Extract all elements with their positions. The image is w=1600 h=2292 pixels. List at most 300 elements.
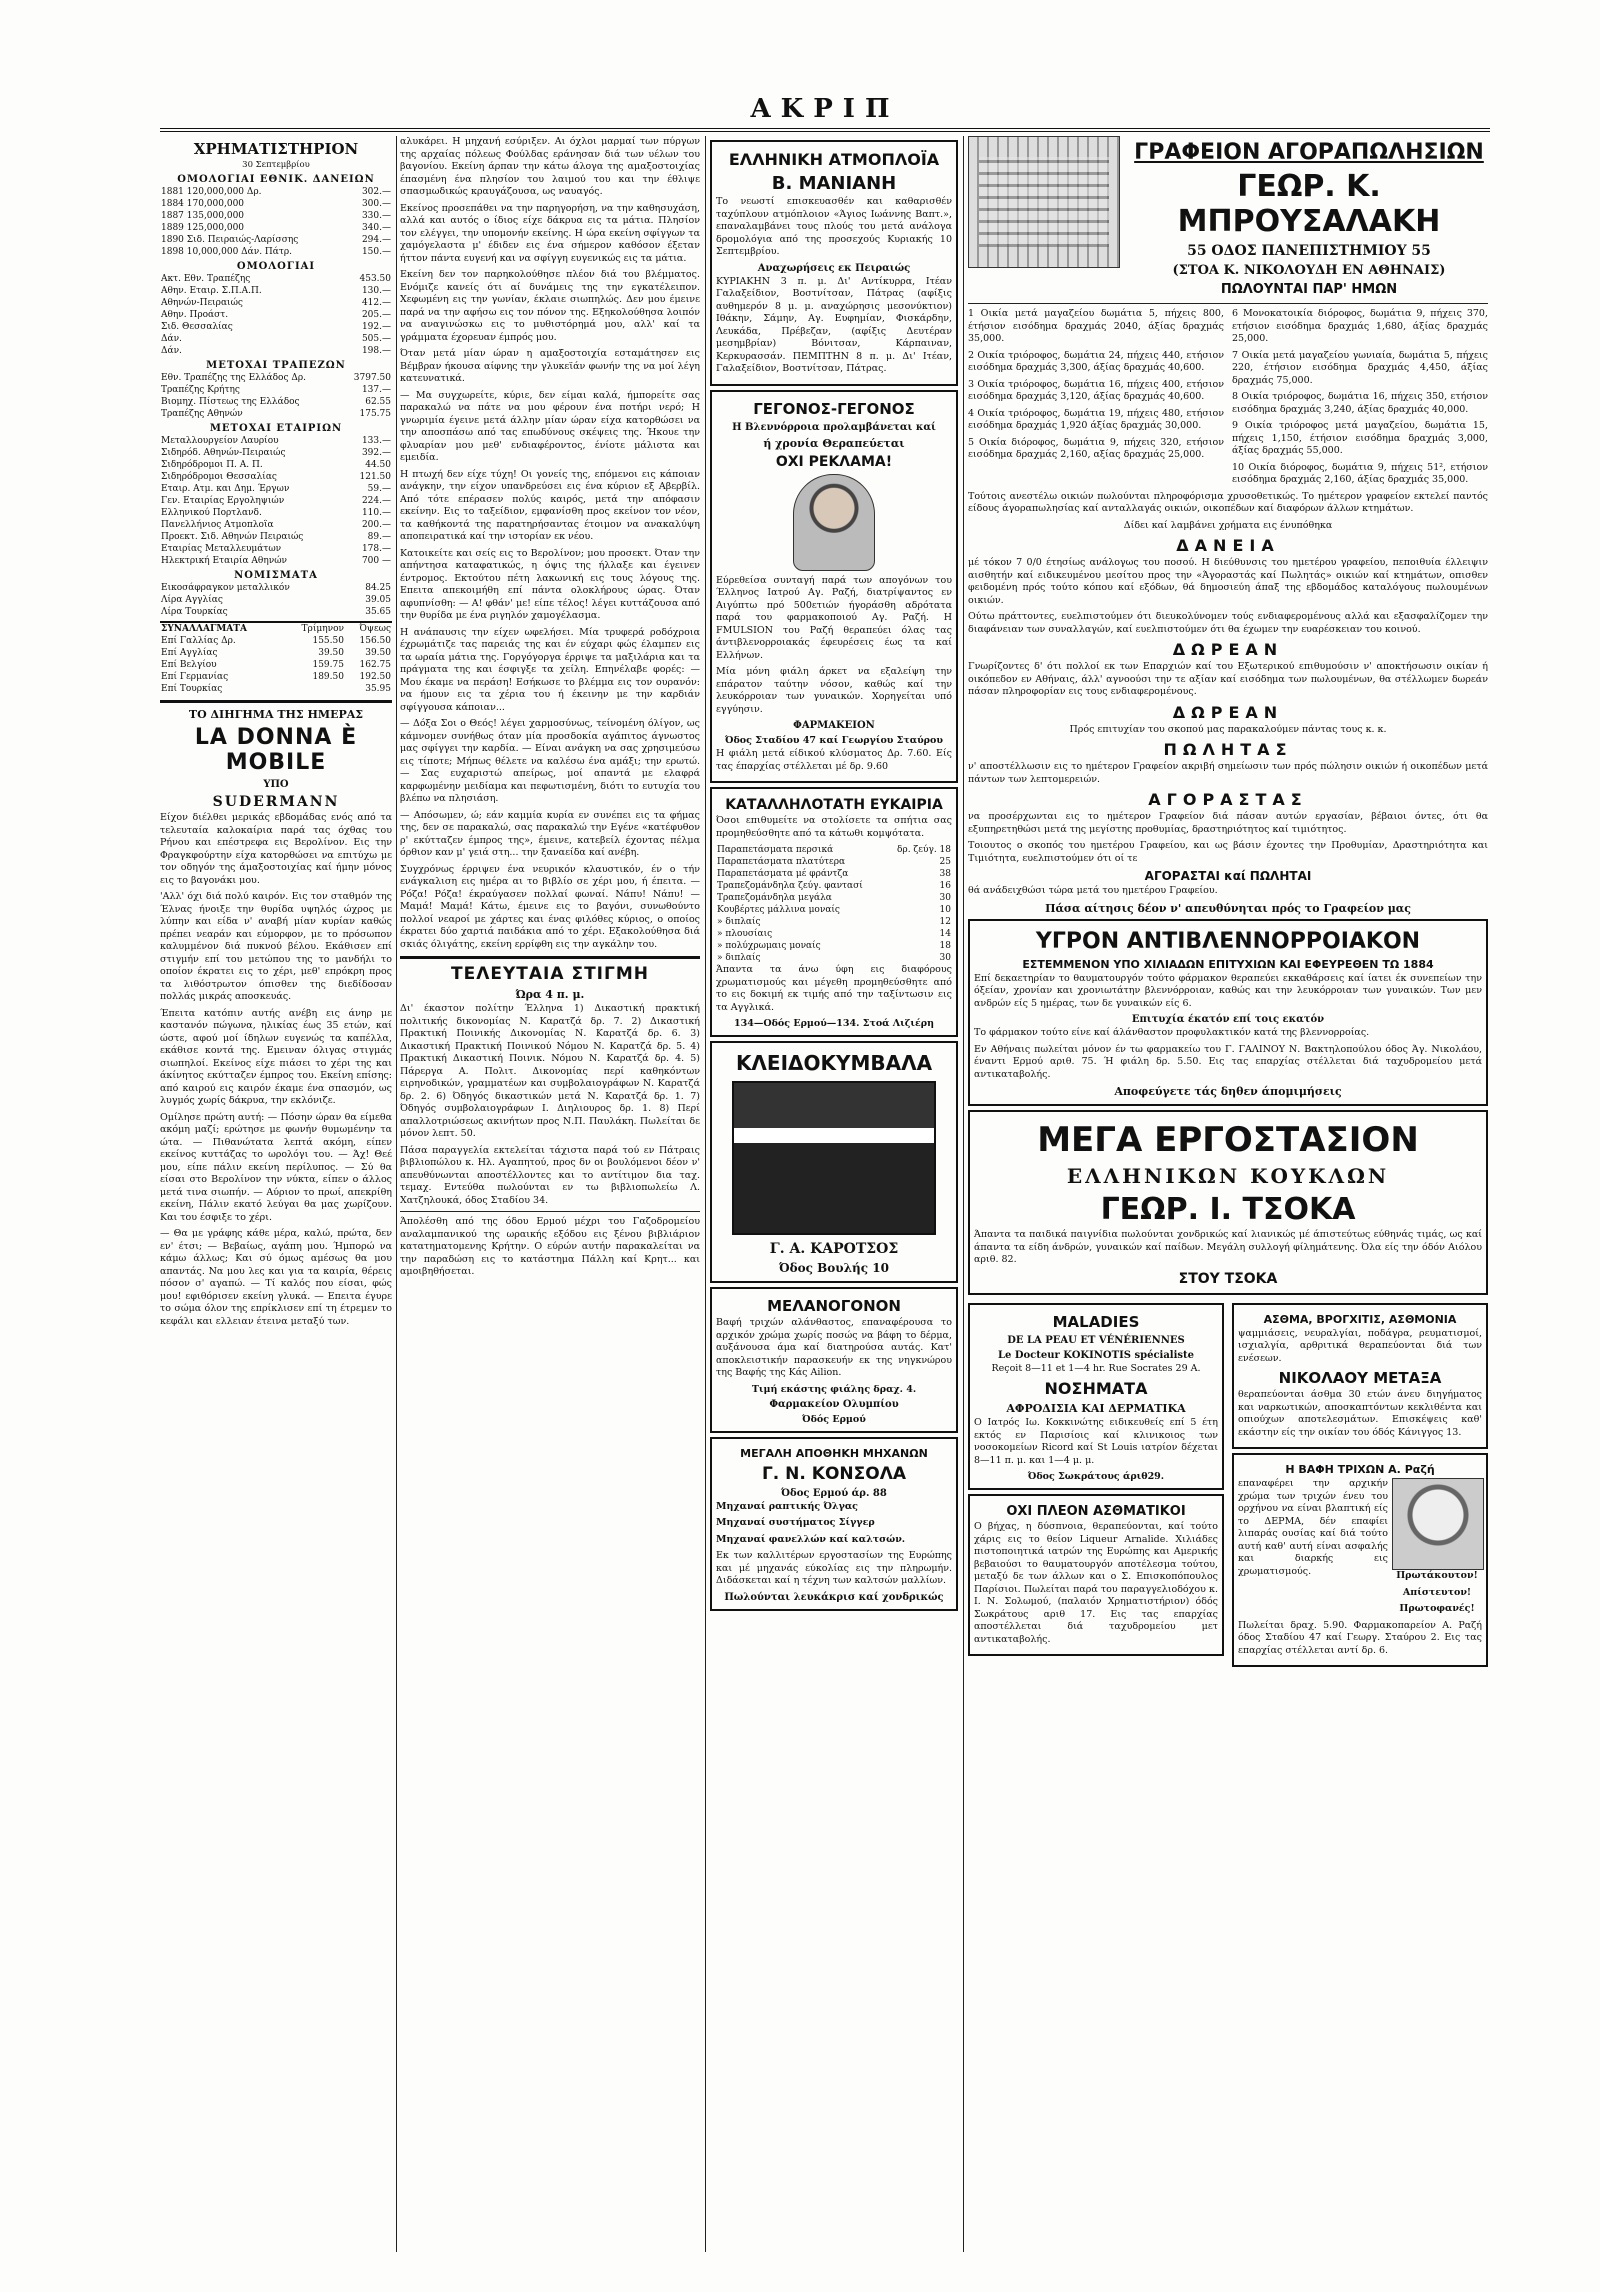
story-section: ΤΟ ΔΙΗΓΗΜΑ ΤΗΣ ΗΜΕΡΑΣ (188, 708, 364, 721)
dolls-name: ΓΕΩΡ. Ι. ΤΣΟΚΑ (1100, 1192, 1356, 1227)
metaxa-name: ΝΙΚΟΛΑΟΥ ΜΕΤΑΞΑ (1278, 1369, 1442, 1387)
table-row (160, 396, 392, 408)
fx-table (160, 621, 392, 695)
table-cell: Επί Βελγίου (161, 660, 217, 670)
table-cell: Σιδ. Θεσσαλίας (161, 322, 233, 332)
table-cell: 178.— (361, 544, 391, 554)
masthead (160, 88, 1490, 132)
table-cell: 30 (939, 893, 951, 903)
story-by: ΥΠΟ (263, 779, 289, 790)
table-cell: Παραπετάσματα πλατύτερα (717, 857, 846, 867)
antiblen-ad (968, 919, 1488, 1107)
table-cell: Κουβέρτες μάλλινα μοναίς (717, 905, 840, 915)
story-paragraph: Όταν μετά μίαν ώραν η αμαξοστοιχία εσταμάτησεν εις Βέμβραν ήκουσα αίφνης την γλυκεϊάν φωνήν της να μοί λέγη κατευνατικά. (400, 348, 700, 384)
table-cell: Παραπετάσματα μέ φράντζα (717, 869, 849, 879)
table-row (160, 543, 392, 555)
table-cell: Τραπεζομάνδηλα ζεύγ. φαντασί (717, 881, 863, 891)
story-paragraph: — Απόσωμεν, ώ; εάν καμμία κυρία εν συνέπει εις τα φήμας της, δεν σε παρακαλώ, σας παρακαλώ την Εγένε «κατέφυθον ρ' εκύτταζεν έμπρος της», έμεινε, κατεβείλ έχοντας πέλμα όρθιον καν μ' γειά στη... την ξαναείδα καί ανέβη. (400, 809, 700, 858)
razis-dye-title: Η ΒΑΦΗ ΤΡΙΧΩΝ Α. Ραζή (1285, 1463, 1435, 1476)
metaxa-text: ψαμμιάσεις, νευραλγίαι, ποδάγρα, ρευματισμοί, ισχιαλγία, αρθριτικά θεραπεύονται διά των ενέσεων. (1238, 1327, 1482, 1364)
listing-item: 4 Οικία τριόροφος, δωμάτια 19, πήχεις 480, ετήσιον εισόδημα δραχμάς 1,920 άξίας δραχμάς 30,000. (968, 407, 1224, 431)
portrait-image (793, 474, 875, 571)
table-cell: 12 (939, 917, 951, 927)
razis-dye-text: επαναφέρει την αρχικήν χρώμα των τριχών ένευ του ορχήνου να είναι βλαπτική είς το ΔΕΡΜΑ, δέν επαφίει λιπαράς ουσίας καί διά τούτο αυτή καθ' αυτή είναι ασφαλής και διαρκής εις χρωματισμούς. (1238, 1478, 1388, 1577)
both-heading: ΑΓΟΡΑΣΤΑΙ καί ΠΩΛΗΤΑΙ (1144, 869, 1312, 883)
table-cell: 175.75 (359, 409, 391, 419)
coshares-title: ΜΕΤΟΧΑΙ ΕΤΑΙΡΙΩΝ (209, 423, 343, 434)
free-heading: ΔΩΡΕΑΝ (1172, 640, 1284, 659)
listing-item: 7 Οικία μετά μαγαζείου γωνιαία, δωμάτια 5, πήχεις 220, έτήσιον εισόδημα δραχμάς 4,450, άξίας δραχμάς 75,000. (1232, 349, 1488, 386)
piano-title: ΚΛΕΙΔΟΚΥΜΒΑΛΑ (735, 1051, 933, 1075)
hairdye-address: Όδός Ερμού (802, 1413, 866, 1425)
table-cell: 38 (939, 869, 951, 879)
fx-head: ΣΥΝΑΛΛΑΓΜΑΤΑ (161, 624, 247, 634)
table-row (160, 234, 392, 246)
table-row (160, 683, 392, 695)
table-cell: Δάν. (161, 334, 182, 344)
story-paragraph: Η ανάπαυσις την είχεν ωφελήσει. Μία τρυφερά ροδόχροια έχρωμάτιζε τας παρειάς της και έν εύχαρι φώς έλαμπεν εις τα ωραία μάτια της. Γοργόγοργα έρριψε τα μαξιλάρια και τα πράγματα της και έσφιγξε τα χείλη. Επηνέλαβε φορές: — Μου έκαμε να περάση! Εσήκωσε το βλέμμα εις τον ουρανόν: να ήμουν εις τα χέρια του ή έκεινην με την καρδιάν σφίγγουσα κάποιαν... (400, 626, 700, 713)
table-row (160, 507, 392, 519)
table-row (160, 459, 392, 471)
bankshares-title: ΜΕΤΟΧΑΙ ΤΡΑΠΕΖΩΝ (206, 360, 346, 371)
piano-ad (710, 1041, 958, 1283)
story-paragraph: Είχον διέλθει μερικάς εβδομάδας ενός από τα τελευταία καλοκαίρια παρά τας όχθας του Ρήνου και επέστρεφα εις Βερολίνον. Εις την Φραγκφούρτην είχα κατορθώσει να επιτύχω με τον οδηγόν της άμαξοστοιχίας καί ήμην μόνος εις το βαγονάκι μου. (160, 812, 392, 886)
table-cell: Σιδηρόδ. Αθηνών-Πειραιώς (161, 448, 286, 458)
story-paragraph: 'Αλλ' όχι διά πολύ καιρόν. Εις τον σταθμόν της Έλνας ήνοιξε την θυρίδα υψηλός ώχρος με λύπην και είδα ν' αναβή μίαν κυρίαν καθώς πρέπει νεαράν και εύμορφον, με το πρόσωπον καλυμμένον διά πυκνού βέλου. Εκάθισεν επί στιγμήν επί του μετώπου της το μανδήλι το οποίον έκρατει εις το χέρι, μεθ' επρόκρη προς τα λιθόστρωτον όπισθεν της διεδίδοσαν πολλάς μικράς αποσκευάς. (160, 891, 392, 1002)
table-cell: 155.50 (312, 636, 344, 646)
table-row (160, 495, 392, 507)
table-cell: 84.25 (365, 583, 391, 593)
table-cell: Σιδηρόδρομοι Θεσσαλίας (161, 472, 277, 482)
nosimata-address: Όδος Σωκράτους άριθ29. (1027, 1471, 1165, 1482)
table-cell: Τραπεζομάνδηλα μεγάλα (717, 893, 832, 903)
story-paragraph: Εκείνος προσεπάθει να την παρηγορήση, να την καθησυχάση, αλλά και αυτός ο ίδιος είχε δάκρυα εις τα μάτια. Πλησίον τον ελέγγει, την υπομονήν εκείνης. Η ώρα εκείνη σφίγγων τα χαμόγελαστα μ' έδιδεν εις ένα σήμερον καθόσον έξεταν ήττον πάντα ευγενή και να σφίγγη ευγενικώς εις τα μάτια. (400, 202, 700, 264)
metaxa-ad (1232, 1303, 1488, 1450)
piano-address: Όδος Βουλής 10 (779, 1261, 889, 1275)
realestate-address2: (ΣΤΟΑ Κ. ΝΙΚΟΛΟΥΔΗ ΕΝ ΑΘΗΝΑΙΣ) (1172, 263, 1446, 278)
table-cell: 162.75 (359, 660, 391, 670)
razis-dye-tag: Πρωτοφανές! (1399, 1603, 1475, 1614)
table-row (160, 647, 392, 659)
table-row (160, 555, 392, 567)
machines-text: Εκ των καλλιτέρων εργοστασίων της Ευρώπης και μέ μηχανάς εύκολίας εις την πληρωμήν. Διδάσκεται καί η τέχνη των καλτσών μαλλίων. (716, 1550, 952, 1586)
machines-line: Μηχαναί συστήματος Σίγγερ (716, 1517, 875, 1528)
column-divider (963, 136, 964, 2252)
table-cell: 1890 Σιδ. Πειραιώς-Λαρίσσης (161, 235, 299, 245)
table-cell: Προεκτ. Σιδ. Αθηνών Πειραιώς (161, 532, 304, 542)
hairdye-title: ΜΕΛΑΝΟΓΟΝΟΝ (767, 1297, 901, 1315)
antiblen-sub2: Επιτυχία έκατόν επί τοις εκατόν (1131, 1014, 1325, 1025)
steamship-title: ΕΛΛΗΝΙΚΗ ΑΤΜΟΠΛΟΪΑ (728, 150, 940, 169)
listing-item: 3 Οικία τριόροφος, δωμάτια 16, πήχεις 400, ετήσιον εισόδημα δραχμάς 3,120, άξίας δραχμάς 40,600. (968, 378, 1224, 402)
curtains-ad (710, 787, 958, 1037)
table-row (716, 868, 952, 880)
realestate-address: 55 ΟΔΟΣ ΠΑΝΕΠΙΣΤΗΜΙΟΥ 55 (1187, 243, 1431, 259)
table-cell: 198.— (361, 346, 391, 356)
table-row (160, 333, 392, 345)
nosimata-text: Ο Ιατρός Ιω. Κοκκινώτης ειδικευθείς επί 5 έτη εκτός εν Παρισίοις καί κλινικοιος των νοσοκομείων Ricord καί St Louis ιατρίον δέχεται 8—11 π. μ. και 1—4 μ. μ. (974, 1417, 1218, 1466)
table-cell: 35.95 (365, 684, 391, 694)
table-cell: 505.— (361, 334, 391, 344)
table-cell: Ελληνικού Πορτλανδ. (161, 508, 262, 518)
table-row (160, 519, 392, 531)
table-cell: Εταιρ. Ατμ. και Δημ. Έργων (161, 484, 290, 494)
razis-dye-tag: Πρωτάκουτον! (1396, 1570, 1478, 1581)
steamship-ad (710, 140, 958, 386)
table-cell: » πολύχρωμαις μοναίς (717, 941, 821, 951)
table-cell: Τραπέζης Κρήτης (161, 385, 240, 395)
table-cell: 130.— (361, 286, 391, 296)
dolls-title: ΜΕΓΑ ΕΡΓΟΣΤΑΣΙΟΝ (1037, 1120, 1419, 1160)
both-text: θά ανάδειχθώσι τώρα μετά του ημετέρου Γραφείου. (968, 885, 1218, 896)
table-cell: Παραπετάσματα περσικά (717, 845, 834, 855)
table-cell: 10 (939, 905, 951, 915)
realestate-title: ΓΡΑΦΕΙΟΝ ΑΓΟΡΑΠΩΛΗΣΙΩΝ (1134, 140, 1484, 165)
machines-ad (710, 1437, 958, 1611)
story-paragraph: — Δόξα Σοι ο Θεός! λέγει χαρμοσύνως, τείνομένη όλίγον, ως κάμνομεν συνήθως όταν μία προσδοκία αγάπιτος άγνωστος μας σφίγγει την καρδία. — Είναι ανάγκη να σας χρησιμεύσω εις τίποτε; Μήπως θέλετε να καλέσω ένα αμάξι; την ερωτώ. — Σας ευχαριστώ απείρως, μοί απαντά με ελαφρά καρφωμένην μειδίαμα και πεφωτισμένη, διότι το ευτυχία του βλέπω να πλησιάση. (400, 718, 700, 804)
curtains-address: 134—Οδός Ερμού—134. Στοά Λιζιέρη (733, 1018, 934, 1029)
hairdye-text: Βαφή τριχών αλάνθαστος, επαναφέρουσα το αρχικόν χρώμα χωρίς ποσώς να βάφη το δέρμα, αυξάνουσα άμα καί διατηρούσα αυτάς. Κατ' αποκλειστικήν παρασκευήν εκ της νηγκνώρου της Βαφής της Κάς Ailion. (716, 1317, 952, 1378)
listings (968, 308, 1488, 491)
machines-foot: Πωλούνται λευκάκρισ καί χονδρικώς (724, 1591, 944, 1603)
table-cell: Τραπέζης Αθηνών (161, 409, 243, 419)
listing-item: 10 Οικία διόροφος, δωμάτια 9, πήχεις 51², ετήσιον εισόδημα δραχμάς 2,160, άξίας δραχμάς 35,000. (1232, 461, 1488, 485)
table-cell: 39.50 (318, 648, 344, 658)
table-cell: Επί Τουρκίας (161, 684, 223, 694)
coins-title: ΝΟΜΙΣΜΑΤΑ (234, 570, 318, 581)
both-foot: Πάσα αίτησις δέον ν' απευθύνηται πρός το Γραφείον μας (1045, 901, 1411, 915)
table-cell: Επί Γερμανίας (161, 672, 229, 682)
column-ads (710, 136, 958, 2252)
last-moment-time: Ώρα 4 π. μ. (515, 988, 585, 1001)
last-moment-title: ΤΕΛΕΥΤΑΙΑ ΣΤΙΓΜΗ (451, 964, 649, 984)
table-row (160, 210, 392, 222)
table-cell: 159.75 (312, 660, 344, 670)
table-cell: 340.— (361, 223, 391, 233)
table-cell: 300.— (361, 199, 391, 209)
table-row (160, 222, 392, 234)
table-cell: 412.— (361, 298, 391, 308)
table-cell: Αθηνών-Πειραιώς (161, 298, 243, 308)
table-row (160, 606, 392, 618)
machines-name: Γ. Ν. ΚΟΝΣΟΛΑ (761, 1463, 907, 1484)
table-cell: Ηλεκτρική Εταιρία Αθηνών (161, 556, 288, 566)
listing-item: 6 Μονοκατοικία διόροφος, δωμάτια 9, πήχεις 370, ετήσιον εισόδημα δραχμάς 1,680, άξίας δραχμάς 25,000. (1232, 308, 1488, 344)
story-paragraph: Ομίλησε πρώτη αυτή: — Πόσην ώραν θα είμεθα ακόμη μαζί; ερώτησε με φωνήν θυμωμένην τα ώτα. — Πιθανώτατα λεπτά ακόμη, είπεν εκείνος κυττάζας το ωρολόγι του. — Άχ! Θεέ μου, είπε πάλιν εκείνη περίλυπος. — Σύ θα είσαι στο Βερολίνον την νύκτα, είπεν ο άλλος μετά τινα σιωπήν. — Αύριον το πρωί, απεκρίθη εκείνη, Πάλιν εκατό λεύγαι θα μας χωρίζουν. Και του έσφιξε το χέρι. (160, 1111, 392, 1223)
table-row (160, 471, 392, 483)
table-cell (283, 683, 345, 695)
table-row (160, 297, 392, 309)
listings-left (968, 308, 1224, 491)
bottom-ads (968, 1299, 1488, 1672)
antiblen-title: ΥΓΡΟΝ ΑΝΤΙΒΛΕΝΝΟΡΡΟΙΑΚΟΝ (1035, 928, 1421, 954)
remedy-ad (710, 390, 958, 784)
story-paragraph: Συγχρόνως έρριψεν ένα νευρικόν κλαυστικόν, έν ο τήν ενάγκαλιση εις ημέρα αι το βιβλίο σε χέρι μου, ή έπειτα. — Ρόζα! Ρόζα! έκραύγασεν πολλαί φωναί. Νάπυ! Νάπυ! — Μαμά! Μαμά! Κάτω, έμεινε εις το βαγόνι, συνωθούντο πολλοί νεαροί με χάρτες και ένας φιλόθες κύριος, ο οποίος έκρατει δύο χαρτιά παιδάκια από το χέρι. Εξακολούθησα διά σκιάς όλιγάτης, εκείνη ερρίφθη εις την αγκάλην του. (400, 863, 700, 950)
table-cell: 1889 125,000,000 (161, 223, 245, 233)
curtains-text: Άπαντα τα άνω ύφη εις διαφόρους χρωματισμούς και μέγεθη προμηθεύσθητε από το εις δοκιμή εκ τιμής από την ταξίντωσιν εις τα Αγγλικά. (716, 964, 952, 1013)
column-divider (705, 136, 706, 2252)
remedy-address: Όδος Σταδίου 47 καί Γεωργίου Σταύρου (725, 735, 943, 746)
hairdye-price: Τιμή εκάστης φιάλης δραχ. 4. (751, 1383, 917, 1395)
books-ad-text: Πάσα παραγγελία εκτελείται τάχιστα παρά τού εν Πάτραις βιβλιοπώλου κ. Ηλ. Αγαπητού, προς δν οι βουλόμενοι δέον ν' απευθύνωνται αποστέλλοντες και το αντίτιμον δια ταχ. τεμαχ. Εντεύθα πωλούνται εν τω βιβλιοπωλείω Λ. Χατζηλουκά, όδος Σταδίου 34. (400, 1144, 700, 1206)
remedy-text: Εύρεθείσα συνταγή παρά των απογόνων του Έλληνος Ιατρού Αγ. Ραζή, διατρίψαντος εν Αιγύπτω πρό 500ετιών ήγοράσθη αδρότατα παρά του φαρμακοποιού Αγ. Ραζή. Η FMULSION του Ραζή θεραπεύει όλας τας άντιβλενορροιακάς έφευρέσεις έως τα καί Ελλήνων. (716, 574, 952, 661)
column-classifieds (968, 136, 1488, 2252)
table-cell: 121.50 (359, 472, 391, 482)
column-divider (396, 136, 397, 2252)
free-heading: ΔΩΡΕΑΝ (1172, 702, 1284, 722)
realestate-name: ΓΕΩΡ. Κ. ΜΠΡΟΥΣΑΛΑΚΗ (1177, 169, 1441, 239)
fan-image (1392, 1478, 1484, 1570)
table-cell: δρ. ζεύγ. 18 (897, 845, 951, 855)
table-cell: 14 (939, 929, 951, 939)
table-cell: Ακτ. Εθν. Τραπέζης (161, 274, 251, 284)
table-cell: 192.50 (359, 672, 391, 682)
table-row (160, 198, 392, 210)
table-cell: 453.50 (359, 274, 391, 284)
table-cell: Γεν. Εταιρίας Εργοληψιών (161, 496, 285, 506)
sellers-text: ν' αποστέλλωσιν εις το ημέτερον Γραφείον ακριβή σημείωσιν των πρός πώλησιν οικιών ή οικοπέδων μετά πάντων των λεπτομερειών. (968, 761, 1488, 785)
table-cell: 133.— (361, 436, 391, 446)
curtains-title: ΚΑΤΑΛΛΗΛΟΤΑΤΗ ΕΥΚΑΙΡΙΑ (725, 797, 943, 813)
listing-item: 8 Οικία τριόροφος, δωμάτια 16, πήχεις 350, ετήσιον εισόδημα δραχμάς 3,240, άξίας δραχμάς 40,000. (1232, 391, 1488, 415)
machines-line: Μηχαναί ραπτικής Όλγας (716, 1500, 858, 1512)
story-paragraph: — Θα με γράφης κάθε μέρα, καλώ, πρώτα, δεν εν' έτσι; — Βεβαίως, αγάπη μου. Ήμπορώ να κάμω άλλως; Και σύ όμως αμέσως θα μου απαντάς. Να μου λες και για τα καιρία, θέρεις πόσον σ' αγαπώ. — Τί καλός που είσαι, φώς μου! εφιθόρισεν εκείνη γλυκά. — Επειτα έγυρε το σώμα όλον της επρίκλισεν επί τη έτρεμεν το κεφάλι και ελλειαν έτεινα μεταξύ των. (160, 1228, 392, 1327)
table-row (160, 246, 392, 258)
table-cell: Επί Γαλλίας Δρ. (161, 636, 236, 646)
metaxa-text: θεραπεύονται άσθμα 30 ετών άνευ διηγήματος και ναρκωτικών, αποσκαπτόντων κεκλιθέντα και οπιούχων αποτελεσμάτων. Επισκέψεις καθ' εκάστην είς την οικίαν του όδός Κάνιγγος 13. (1238, 1389, 1482, 1438)
table-cell: » πλουσίαις (717, 929, 773, 939)
table-row (160, 273, 392, 285)
table-row (160, 671, 392, 683)
table-row (716, 952, 952, 964)
table-cell: Εθν. Τραπέζης της Ελλάδος Δρ. (161, 373, 307, 383)
bonds-table (160, 273, 392, 357)
table-cell: 392.— (361, 448, 391, 458)
table-cell: Βιομηχ. Πίστεως της Ελλάδος (161, 397, 300, 407)
table-row (160, 594, 392, 606)
hairdye-ad (710, 1287, 958, 1433)
table-cell: 189.50 (312, 672, 344, 682)
story-paragraph: Εκείνη δεν τον παρηκολούθησε πλέον διά του βλέμματος. Ενόμιζε κανείς ότι αί δυνάμεις της την εγκατέλειπον. Χεφωμένη εις την γωνίαν, έκλαιε σιωπηλώς. Δεν μου έμεινε παρά να την αφήσω εις τον πόνον της. Εξηκολούθησα λοιπόν να αναγινώσκω εις το μυθιστόρημά μου, αλλ' καί τα γράμματα έχορευαν έμπρός μου. (400, 269, 700, 343)
piano-name: Γ. Α. ΚΑΡΟΤΣΟΣ (769, 1241, 899, 1257)
maladies-doc: Le Docteur KOKINOTIS spécialiste (997, 1349, 1195, 1361)
table-cell: 1884 170,000,000 (161, 199, 245, 209)
sellers-heading: ΠΩΛΗΤΑΣ (1163, 740, 1293, 759)
razis-dye-ad (1232, 1453, 1488, 1667)
maladies-title: MALADIES (1052, 1312, 1140, 1331)
table-row (160, 582, 392, 594)
hairdye-pharmacy: Φαρμακείον Ολυμπίου (769, 1398, 899, 1410)
column-exchange (160, 136, 392, 2252)
table-cell: Επί Αγγλίας (161, 648, 218, 658)
table-row (160, 659, 392, 671)
razis-dye-price: Πωλείται δραχ. 5.90. Φαρμακοπαρείον Α. Ραζή όδος Σταδίου 47 καί Γεωργ. Σταύρου 2. Εις τας επαρχίας στέλλεται αντί δρ. 6. (1238, 1619, 1482, 1656)
table-row (160, 531, 392, 543)
table-cell: 3797.50 (353, 373, 391, 383)
listing-item: 5 Οικία διόροφος, δωμάτια 9, πήχεις 320, ετήσιον εισόδημα δραχμάς 2,160, αξίας δραχμάς 25,000. (968, 436, 1224, 460)
table-cell: Σιδηρόδρομοι Π. Α. Π. (161, 460, 263, 470)
table-cell: Λίρα Αγγλίας (161, 595, 223, 605)
maladies-ad (968, 1303, 1224, 1491)
free-text: Γνωρίζοντες δ' ότι πολλοί εκ των Επαρχιών καί του Εξωτερικού επιθυμούσιν ν' αποκτήσωσιν οικίαν ή οικόπεδον εν Αθήναις, άλλ' αγνοούσι την τε αξίαν καί εισόδημα των πωλουμένων, θα στέλλωμεν δωρεάν πάσαν πληροφορίαν εις τους ενδιαφερομένους. (968, 661, 1488, 697)
table-cell: 39.05 (365, 595, 391, 605)
table-row (160, 384, 392, 396)
table-cell: Μεταλλουργείον Λαυρίου (161, 436, 279, 446)
table-cell: 110.— (361, 508, 391, 518)
asthma-title: ΟΧΙ ΠΛΕΟΝ ΑΣΘΜΑΤΙΚΟΙ (1006, 1504, 1186, 1519)
story-paragraph: — Μα συγχωρείτε, κύριε, δεν είμαι καλά, ήμπορείτε σας παρακαλώ να πάτε να μου φέρουν ένα ποτήρι νερό; Η γνωριμία έγεινε μετά άλλην μίαν ώραν είχα κατορθώσει να την αποσπάσω από τας επωδύνους σκέψεις της. Ήκουε την φλυαρίαν μου μεθ' ενδιαφέροντος, ένίοτε μάλιστα και εμειδία. (400, 389, 700, 463)
remedy-line: ή χρονία Θεραπεύεται (763, 436, 905, 450)
asthma-ad (968, 1494, 1224, 1656)
asthma-text: Ο βήχας, η δύσπνοια, θεραπεύονται, καί τούτο χάρις εις το θείον Liqueur Arnalide. Χιλιάδες πιστοποιητικά ιατρών της Ευρώπης και Αμερικής βεβαιούσι το θαυματουργόν αποτέλεσμα τούτου, μεταξύ δε των άλλων και ο Σ. Επισκοπόπουλος Παρίσιοι. Πωλείται παρά του παραγγελιοδόχου κ. Ι. Ν. Σολωμού, (παλαιόν Χρηματιστήριον) όδός Σωκράτους αριθ 17. Εις τας επαρχίας αποστέλλεται διά ταχυδρομείου μετ αντικαταβολής. (974, 1521, 1218, 1645)
loans-table (160, 186, 392, 258)
curtains-table (716, 844, 952, 964)
bonds-title: ΟΜΟΛΟΓΙΑΙ (236, 261, 316, 272)
loans-heading: ΔΑΝΕΙΑ (1176, 536, 1280, 555)
building-image (968, 136, 1120, 268)
table-cell: 25 (939, 857, 951, 867)
story-paragraph: Έπειτα κατόπιν αυτής ανέβη εις άνηρ με καστανόν πώγωνα, ηλικίας έως 35 ετών, καί ώστε, αφού μοί ίδηλων ευγενώς τα καπέλλα, εκάθισε κοντά της. Εμειναν όλιγας στιγμάς σιωπηλοί. Εκείνος είχε πιάσει το χέρι της και άκίνητος εκύτταζεν έμπρος του. Εκείνη επίσης: από καιρού εις καιρόν έκαμε ένα σπασμόν, ως λυγμός χωρίς δάκρυα, την εκλόνιζε. (160, 1007, 392, 1106)
remedy-pharmacy: ΦΑΡΜΑΚΕΙΟΝ (793, 720, 875, 731)
column-story-cont (400, 136, 700, 2252)
coins-table (160, 582, 392, 618)
realestate-header (968, 136, 1488, 299)
table-row (716, 880, 952, 892)
story-author: SUDERMANN (212, 794, 340, 810)
table-cell: 89.— (367, 532, 391, 542)
table-row (160, 447, 392, 459)
table-cell: Αθην. Προάστ. (161, 310, 229, 320)
antiblen-foot: Αποφεύγετε τάς δηθεν άπομιμήσεις (1114, 1085, 1342, 1098)
antiblen-sub: ΕΣΤΕΜΜΕΝΟΝ ΥΠΟ ΧΙΛΙΑΔΩΝ ΕΠΙΤΥΧΙΩΝ ΚΑΙ ΕΦΕΥΡΕΘΕΝ ΤΩ 1884 (1022, 957, 1434, 971)
realestate-text: Δίδει καί λαμβάνει χρήματα εις ένυπόθηκα (1123, 519, 1333, 531)
table-cell: » διπλαίς (717, 917, 761, 927)
realestate-sell: ΠΩΛΟΥΝΤΑΙ ΠΑΡ' ΗΜΩΝ (1220, 282, 1398, 297)
dolls-text: Άπαντα τα παιδικά παιγνίδια πωλούνται χονδρικώς καί λιανικώς μέ άπιστεύτως εύθηνάς τιμάς, ως καί άπαντα τα είδη άνδρών, γυναικών καί παίδων. Μεγάλη συλλογή φίλημάτενης. Όλα είς την όδόν Αιόλου αριθ. 82. (974, 1229, 1482, 1265)
table-row (160, 635, 392, 647)
story-paragraph: αλυκάρει. Η μηχανή εσύριξεν. Αι όχλοι μαρμαί των πύργων της αρχαίας πόλεως Φούλδας εράνησαν διά των υέλων του βαγονίου. Εκείνη άρπαν την κάτω άλογα της αμαξοστοιχίας έπασμένη ένα πλησίον του λαιμού του και την έθλιψε σπασμωδικώς κραυγάζουσα, ως ναυαγός. (400, 136, 700, 197)
table-cell: 1881 120,000,000 Δρ. (161, 187, 262, 197)
table-cell: Πανελλήνιος Ατμοπλοΐα (161, 520, 274, 530)
remedy-text: Μία μόνη φιάλη άρκετ να εξαλείψη την επάρατον ταύτην νόσον, καθώς καί την λευκόρροιαν των γυναικών. Χορηγείται υπό εγγύησιν. (716, 666, 952, 715)
machines-line: Μηχαναί φανελλών καί καλτσών. (716, 1533, 906, 1545)
table-cell: 192.— (361, 322, 391, 332)
curtains-intro: Όσοι επιθυμείτε να στολίσετε τα σπήτια σας προμηθεύσθητε από τα κάτωθι κομψότατα. (716, 815, 952, 839)
table-cell: 302.— (361, 187, 391, 197)
table-cell: 18 (939, 941, 951, 951)
table-cell: 59.— (367, 484, 391, 494)
table-row (160, 321, 392, 333)
table-row (160, 285, 392, 297)
lost-notice: Άπολέσθη από της όδου Ερμού μέχρι του Γαζοδρομείου αναλαμπανικού της ωραικής εξόδου εις ξένου βιβλιάριον κατατηματομενης Κρήτην. Ο εύρών αυτήν παρακαλείται να την παραδώση εις το κατάστημα Πάλλη καί Κρητ... και αμοιβηθήσεται. (400, 1216, 700, 1277)
loans-text: Ούτω πράττοντες, ευελπιστούμεν ότι διευκολύνομεν τούς ενδιαφερομένους αλλά και εξασφαλίζομεν την διαφάνειαν των συναλλαγών, καί ευελπιστούμεν ότι θα έχωμεν την ευαρέσκειαν του κοινού. (968, 611, 1488, 635)
loans-text: μέ τόκον 7 0/0 έτησίως ανάλογως του ποσού. Η διεύθυνσις του ημετέρου γραφείου, πεποιθυία έλλειψιν αισθητήν καί ειδικευμένου μεσίτου προς την «Άγοραστάς καί Πωλητάς» οικιών καί κτημάτων, οπισθεν φειδομένη πρός τούτο κόπου καί εξόδων, θά δημοσιεύη άπαξ της εβδομάδος καταλόγους πωλουμένων οικιών. (968, 557, 1488, 606)
story-title: LA DONNA È MOBILE (194, 725, 358, 775)
table-cell: » διπλαίς (717, 953, 761, 963)
table-cell: 294.— (361, 235, 391, 245)
remedy-price: Η φιάλη μετά είδικού κλύσματος Δρ. 7.60. Είς τας έπαρχίας στέλλεται μέ δρ. 9.60 (716, 748, 952, 772)
table-row (716, 940, 952, 952)
remedy-title: ΓΕΓΟΝΟΣ-ΓΕΓΟΝΟΣ (753, 399, 915, 418)
machines-address: Όδος Ερμού άρ. 88 (781, 1487, 887, 1499)
free-text: Πρός επιτυχίαν του σκοπού μας παρακαλούμεν πάντας τους κ. κ. (1069, 723, 1387, 735)
listings-right (1232, 308, 1488, 491)
remedy-line: Η Βλεννόρροια προλαμβάνεται καί (732, 421, 936, 433)
metaxa-title: ΑΣΘΜΑ, ΒΡΟΓΧΙΤΙΣ, ΑΣΘΜΟΝΙΑ (1263, 1312, 1457, 1326)
table-row (160, 309, 392, 321)
fx-head: Τρίμηνον (301, 624, 344, 634)
books-ad-text: Δι' έκαστον πολίτην Έλληνα 1) Δικαστική πρακτική πολιτικής δικονομίας Ν. Καρατζά δρ. 7. 2) Δικαστική Πρακτική Ποινικής Δικονομίας Ν. Καρατζά δρ. 6. 3) Δικαστική Πρακτική Ποινικού Νόμου Ν. Καρατζά δρ. 5. 4) Πρακτική Δικαστική Ποινικ. Νόμου Ν. Καρατζά δρ. 4. 5) Πάρεργα Α. Πολιτ. Δικονομίας περί καθηκόντων ειρηνοδικών, γραμματέων και συμβολαιογράφων Ν. Καρατζά δρ. 2. 6) Όδηγός δικαστικών μετά Ν. Καρατζά δρ. 1. 7) Όδηγός συμβολαιογράφων Ι. Διηλιουρος δρ. 1. 8) Περί απαλλοτριώσεως ακινήτων προς Ν.Π. Παυλάκη. Πωλείται δε μόνον λεπτ. 50. (400, 1003, 700, 1139)
steamship-text: Το νεωστί επισκευασθέν και καθαρισθέν ταχύπλουν ατμόπλοιον «Άγιος Ιωάννης Βαπτ.», επαναλαμβάνει τους πλούς του μετά ανάλογα δρομολόγια από της προσεχούς Κυριακής 10 Σεπτεμβρίου. (716, 196, 952, 257)
steamship-sub: Αναχωρήσεις εκ Πειραιώς (757, 262, 911, 274)
story-paragraph: Κατοικείτε και σείς εις το Βερολίνον; μου προσεκτ. Όταν την απήντησα καταφατικώς, η όψις της ήλλαξε και έγεινεν έντρομος. Εκτούτου πέτη λακωνική εις τους λόγους της. Επειτα απεκοιμήθη επί πάντα ολοκλήρους ώρας. Όταν αφυπνίσθη: — Α! φθάν' με! είπε τέλος! λέγει κυττάζουσα από την θυρίδα με ένα ριγηλόν χαμογέλασμα. (400, 547, 700, 621)
table-cell: 30 (939, 953, 951, 963)
table-cell: 1898 10,000,000 Δάν. Πάτρ. (161, 247, 292, 257)
story-paragraph: Η πτωχή δεν είχε τύχη! Οι γονείς της, επόμενοι εις κάποιαν ανάγκην, την είχον υπανδρεύσει εις ένα κύριον εξ Αβερβίλ. Από τότε επέρασεν πολύς καιρός, μετά την απόφασιν εκείνην. Εις το ταξείδιον, εμφανίσθη προς εκείνον τον νέον, τα καθήκοντά της παρατηρήσαντας έτοιμον να ανακαλύψη αποπειρατικά καί την ιστορίαν εκ νέου. (400, 468, 700, 542)
table-row (160, 435, 392, 447)
antiblen-text: Το φάρμακον τούτο είνε καί άλάνθαστον προφυλακτικόν κατά της βλεννορροίας. (974, 1027, 1370, 1038)
table-row (160, 372, 392, 384)
table-cell: 16 (939, 881, 951, 891)
table-row (716, 904, 952, 916)
listing-item: 9 Οικία τριόροφος μετά μαγαζείου, δωμάτια 15, πήχεις 1,150, έτήσιον εισόδημα δραχμάς 3,000, άξίας δραχμάς 55,000. (1232, 420, 1488, 456)
steamship-text: ΚΥΡΙΑΚΗΝ 3 π. μ. Δι' Αντίκυρρα, Ιτέαν Γαλαξείδιον, Βοστνίτσαν, Πάτρας (αφίξις αυθημερόν 8 μ. μ. αναχώρησις μεσονύκτιον) Ιθάκην, Σάμην, Αγ. Ευφημίαν, Φισκάρδην, Λευκάδα, Πρέβεζαν, (αφίξις Δευτέραν μεσημβρίαν) Βόνιτσαν, Κάρπαιναν, Κερκυρασσάν. ΠΕΜΠΤΗΝ 8 π. μ. Δι' Ιτέαν, Γαλαξείδιον, Βοστνίτσαν, Πάτρας. (716, 275, 952, 374)
razis-dye-tag: Απίστευτον! (1402, 1586, 1472, 1598)
listing-item: 1 Οικία μετά μαγαζείου δωμάτια 5, πήχεις 800, έτήσιον εισόδημα δραχμάς 2040, άξίας δραχμάς 35,000. (968, 308, 1224, 344)
table-cell: Εταιρίας Μεταλλευμάτων (161, 544, 282, 554)
table-row (160, 408, 392, 420)
table-row (716, 892, 952, 904)
table-cell: Λίρα Τουρκίας (161, 607, 228, 617)
coshares-table (160, 435, 392, 567)
table-cell: Δάν. (161, 346, 182, 356)
table-cell: Αθην. Εταιρ. Σ.Π.Α.Π. (161, 286, 262, 296)
table-row (160, 345, 392, 357)
table-cell: 39.50 (365, 648, 391, 658)
realestate-text: Τούτοις ανεστέλω οικιών πωλούνται πληροφόρισμα χρυσοθετικώς. Το ημέτερον γραφείον εκτελεί παντός είδους άγοραπωλησίας καί ανταλλαγάς οικιών, οικοπέδων καί διαφόρων άλλων κτημάτων. (968, 490, 1488, 514)
buyers-text: Τοιουτος ο σκοπός του ημετέρου Γραφείου, και ως βάσιν έχοντες την Προθυμίαν, Δραστηριότητα και Τιμιότητα, ευελπιστούμεν ότι οί τε (968, 840, 1488, 864)
fx-head: Όψεως (359, 624, 391, 634)
dolls-ad (968, 1110, 1488, 1295)
table-row (160, 483, 392, 495)
table-row (716, 856, 952, 868)
antiblen-text: Επί δεκαετηρίαν το θαυματουργόν τούτο φάρμακον θεραπεύει εκκαθάρσεις καί ίατει έκ συνεπείων την όξείαν, χρονίαν και χρονιωτάτην βλεννόρροιαν, καθώς και την λευκόρροιαν των γυναικών. Των μεν ανδρών είς 5 ημέρας, των δε γυναικών είς 6. (974, 972, 1482, 1009)
table-cell: 137.— (361, 385, 391, 395)
dolls-sub: ΕΛΛΗΝΙΚΩΝ ΚΟΥΚΛΩΝ (1066, 1164, 1390, 1188)
bankshares-table (160, 372, 392, 420)
antiblen-text: Εν Αθήναις πωλείται μόνον έν τω φαρμακείω του Γ. ΓΑΛΙΝΟΥ Ν. Βακτηλοπούλου όδος Άγ. Νικολάου, έναντι Ερμού αριθ. 75. Ή φιάλη δρ. 5.50. Εις τας επαρχίας στέλλεται διά ταχυδρομείου μετά αντικαταβολής. (974, 1043, 1482, 1080)
nosimata-sub: ΑΦΡΟΔΙΣΙΑ ΚΑΙ ΔΕΡΜΑΤΙΚΑ (1006, 1402, 1186, 1415)
masthead-title: ΑΚΡΙΠ (750, 94, 900, 124)
table-cell: 200.— (361, 520, 391, 530)
table-cell: 224.— (361, 496, 391, 506)
table-cell: 44.50 (365, 460, 391, 470)
table-row (716, 916, 952, 928)
steamship-name: Β. ΜΑΝΙΑΝΗ (771, 173, 897, 194)
nosimata-title: ΝΟΣΗΜΑΤΑ (1044, 1379, 1148, 1398)
exchange-date: 30 Σεπτεμβρίου (242, 160, 310, 170)
table-cell: 1887 135,000,000 (161, 211, 245, 221)
maladies-hours: Reçoit 8—11 et 1—4 hr. Rue Socrates 29 A. (991, 1362, 1201, 1374)
piano-image (732, 1081, 936, 1235)
table-cell: 156.50 (359, 636, 391, 646)
maladies-sub: DE LA PEAU ET VÉNÉRIENNES (1007, 1334, 1185, 1346)
table-cell: 700 — (361, 556, 391, 566)
table-cell: 205.— (361, 310, 391, 320)
table-cell: Εικοσάφραγκον μεταλλικόν (161, 583, 290, 593)
table-cell: 62.55 (365, 397, 391, 407)
exchange-title: ΧΡΗΜΑΤΙΣΤΗΡΙΟΝ (193, 140, 359, 158)
